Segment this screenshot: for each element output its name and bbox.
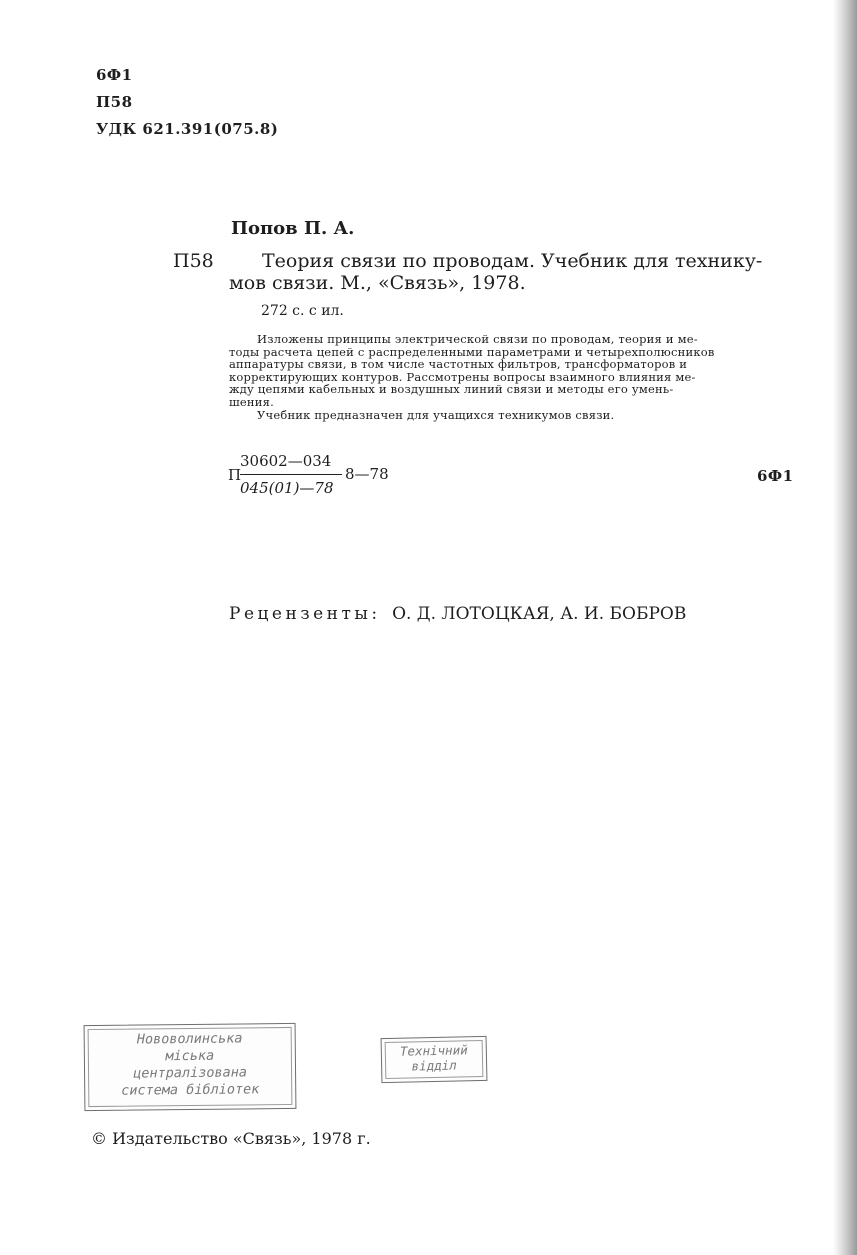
library-stamp <box>84 1023 297 1111</box>
formula-prefix: П <box>228 466 242 484</box>
abstract-line: аппаратуры связи, в том числе частотных фильтров, трансформаторов и <box>229 357 688 372</box>
department-stamp <box>381 1036 488 1083</box>
stamp-inner-frame <box>385 1040 484 1079</box>
udk-code: УДК 621.391(075.8) <box>96 120 279 138</box>
stamp-line: Технічний <box>399 1042 468 1059</box>
formula-suffix: 8—78 <box>345 465 389 483</box>
abstract-line: Изложены принципы электрической связи по проводам, теория и ме- <box>257 332 698 346</box>
stamp-line: міська <box>165 1047 215 1065</box>
reviewers-line <box>229 604 686 624</box>
stamp-line: система бібліотек <box>121 1081 260 1099</box>
audience-note: Учебник предназначен для учащихся техникумов связи. <box>257 407 615 422</box>
formula-index-right: 6Ф1 <box>757 467 794 485</box>
stamp-line: централізована <box>133 1064 248 1082</box>
title-line-1: Теория связи по проводам. Учебник для технику- <box>262 250 763 272</box>
record-code: П58 <box>173 250 214 272</box>
stamp-inner-frame <box>88 1027 293 1107</box>
title-line-2: мов связи. М., «Связь», 1978. <box>229 272 526 294</box>
classification-index: 6Ф1 <box>96 66 133 84</box>
reviewers-names: О. Д. ЛОТОЦКАЯ, А. И. БОБРОВ <box>392 604 687 624</box>
stamp-line: відділ <box>411 1057 457 1074</box>
abstract-line: жду цепями кабельных и воздушных линий связи и методы его умень- <box>229 382 674 397</box>
copyright-line: © Издательство «Связь», 1978 г. <box>91 1129 371 1148</box>
formula-denominator: 045(01)—78 <box>240 479 334 497</box>
abstract-line: тоды расчета цепей с распределенными параметрами и четырехполюсников <box>229 344 715 359</box>
classification-code: П58 <box>96 93 133 111</box>
reviewers-label: Рецензенты: <box>229 604 381 624</box>
abstract <box>229 333 787 421</box>
page-count: 272 с. с ил. <box>261 303 344 319</box>
stamp-line: Нововолинська <box>136 1030 243 1048</box>
abstract-line: корректирующих контуров. Рассмотрены вопросы взаимного влияния ме- <box>229 369 696 384</box>
page-edge-shadow <box>833 0 857 1255</box>
author-name: Попов П. А. <box>231 218 355 239</box>
formula-numerator: 30602—034 <box>240 452 332 470</box>
fraction-bar <box>240 474 342 475</box>
abstract-line: шения. <box>229 394 274 409</box>
